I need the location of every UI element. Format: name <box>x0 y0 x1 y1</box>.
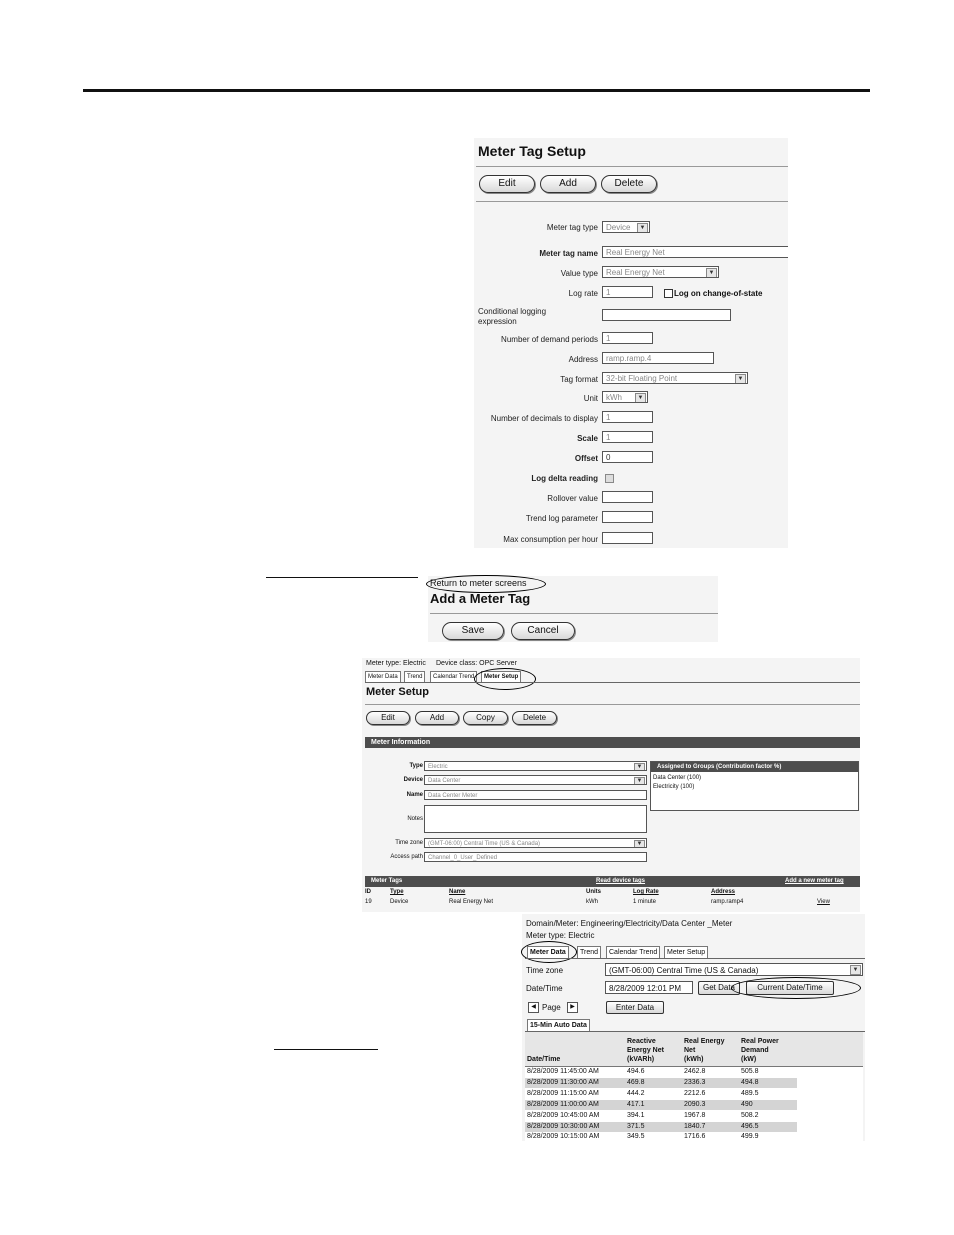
type-value: Electric <box>428 764 448 770</box>
value-type-value: Real Energy Net <box>606 268 665 277</box>
time-zone-select[interactable] <box>424 838 647 848</box>
log-on-change-checkbox[interactable] <box>664 289 673 298</box>
conditional-logging-input[interactable] <box>602 309 731 321</box>
meter-type-text: Meter type: Electric <box>526 931 595 940</box>
scale-label: Scale <box>577 434 598 443</box>
value-type-label: Value type <box>560 269 598 278</box>
time-zone-label: Time zone <box>395 840 423 846</box>
delete-button[interactable]: Delete <box>601 175 657 193</box>
cell-reactive: 444.2 <box>627 1090 645 1097</box>
cell-real-power: 496.5 <box>741 1123 759 1130</box>
cell-address: ramp.ramp4 <box>711 899 744 905</box>
type-select[interactable] <box>424 761 647 771</box>
cell-real-energy: 2212.6 <box>684 1090 706 1097</box>
address-input[interactable] <box>602 352 714 364</box>
rollover-label: Rollover value <box>547 494 598 503</box>
col-units: Units <box>586 889 601 895</box>
col-reactive-energy <box>627 1037 664 1064</box>
device-select[interactable] <box>424 775 647 785</box>
add-button[interactable]: Add <box>540 175 596 193</box>
device-label: Device <box>403 777 423 783</box>
conditional-logging-label-line2: expression <box>478 317 517 326</box>
col-real-power-line: Real Power <box>741 1038 779 1045</box>
get-data-button[interactable]: Get Data <box>698 981 740 995</box>
cell-type: Device <box>390 899 409 905</box>
cell-date: 8/28/2009 11:00:00 AM <box>527 1101 599 1108</box>
breadcrumb: Domain/Meter: Engineering/Electricity/Data Center _Meter <box>526 919 733 928</box>
cell-date: 8/28/2009 11:45:00 AM <box>527 1068 599 1075</box>
cell-reactive: 394.1 <box>627 1112 645 1119</box>
offset-input[interactable] <box>602 451 653 463</box>
callout-line <box>266 577 418 578</box>
cell-real-power: 508.2 <box>741 1112 759 1119</box>
col-reactive-line: (kVARh) <box>627 1056 655 1063</box>
table-row <box>525 1089 797 1099</box>
cell-real-energy: 2090.3 <box>684 1101 706 1108</box>
cell-date: 8/28/2009 11:15:00 AM <box>527 1090 599 1097</box>
meter-tag-type-value: Device <box>606 223 631 232</box>
return-to-meter-screens-link[interactable]: Return to meter screens <box>430 578 527 588</box>
date-time-input[interactable] <box>605 981 693 994</box>
col-address[interactable]: Address <box>711 889 736 895</box>
chevron-down-icon: ▼ <box>634 763 645 771</box>
max-consumption-input[interactable] <box>602 532 653 544</box>
meter-tag-name-label: Meter tag name <box>539 249 598 258</box>
cell-date: 8/28/2009 10:15:00 AM <box>527 1133 600 1140</box>
tab-meter-setup[interactable]: Meter Setup <box>481 671 521 683</box>
group-item: Data Center (100) <box>653 775 702 781</box>
page-title: Meter Tag Setup <box>478 143 586 159</box>
device-value: Data Center <box>428 778 461 784</box>
tag-format-label: Tag format <box>560 375 598 384</box>
decimals-value: 1 <box>606 413 611 422</box>
col-real-energy <box>684 1037 724 1064</box>
groups-box <box>650 761 859 811</box>
meter-tag-name-value: Real Energy Net <box>606 248 665 257</box>
highlight-oval <box>474 668 536 690</box>
add-button[interactable]: Add <box>415 711 459 725</box>
cell-real-energy: 1716.6 <box>684 1133 706 1140</box>
meter-tag-name-input[interactable] <box>602 246 788 258</box>
rollover-input[interactable] <box>602 491 653 503</box>
add-meter-tag-panel <box>428 576 718 642</box>
max-consumption-label: Max consumption per hour <box>503 535 598 544</box>
cell-reactive: 469.8 <box>627 1079 645 1086</box>
demand-periods-label: Number of demand periods <box>501 335 598 344</box>
value-type-select[interactable] <box>602 266 719 278</box>
divider <box>365 682 860 683</box>
add-meter-tag-title: Add a Meter Tag <box>430 591 531 606</box>
divider <box>476 166 788 167</box>
cell-real-power: 499.9 <box>741 1133 759 1140</box>
table-row <box>525 1078 797 1088</box>
highlight-oval <box>731 977 861 999</box>
save-button[interactable]: Save <box>442 622 504 640</box>
date-time-label: Date/Time <box>526 984 563 993</box>
log-rate-input[interactable] <box>602 286 653 298</box>
col-real-energy-line: (kWh) <box>684 1056 704 1063</box>
scale-value: 1 <box>606 433 611 442</box>
log-delta-label: Log delta reading <box>531 474 598 483</box>
cell-real-power: 490 <box>741 1101 753 1108</box>
meter-setup-panel <box>362 658 860 912</box>
cell-real-power: 505.8 <box>741 1068 759 1075</box>
delete-button[interactable]: Delete <box>512 711 557 725</box>
meter-tag-setup-panel <box>474 138 788 548</box>
col-real-power <box>741 1037 779 1064</box>
notes-textarea[interactable] <box>424 805 647 833</box>
chevron-down-icon: ▼ <box>634 777 645 785</box>
log-on-change-label: Log on change-of-state <box>674 289 763 298</box>
edit-button[interactable]: Edit <box>479 175 535 193</box>
enter-data-button[interactable]: Enter Data <box>606 1001 664 1014</box>
type-label: Type <box>409 763 423 769</box>
meter-setup-title: Meter Setup <box>366 686 429 698</box>
divider <box>525 958 865 959</box>
device-class-text: Device class: OPC Server <box>436 660 517 667</box>
chevron-down-icon: ▼ <box>634 840 645 848</box>
tab-meter-setup[interactable]: Meter Setup <box>664 946 708 959</box>
cell-id: 19 <box>365 899 372 905</box>
unit-value: kWh <box>606 393 622 402</box>
tag-format-select[interactable] <box>602 372 748 384</box>
callout-line <box>274 1049 378 1050</box>
decimals-label: Number of decimals to display <box>490 414 598 423</box>
tab-trend[interactable]: Trend <box>577 946 601 959</box>
view-link[interactable]: View <box>817 899 830 905</box>
scale-input[interactable] <box>602 431 653 443</box>
copy-button[interactable]: Copy <box>463 711 508 725</box>
page-label: Page <box>542 1003 561 1012</box>
table-row <box>525 1100 797 1110</box>
divider <box>430 613 718 614</box>
demand-periods-value: 1 <box>606 334 611 343</box>
tab-15-min-auto-data[interactable]: 15-Min Auto Data <box>527 1019 590 1032</box>
table-row <box>525 1111 797 1121</box>
highlight-oval <box>521 941 577 963</box>
page-header-rule <box>83 89 870 92</box>
offset-label: Offset <box>574 454 598 463</box>
meter-type-text: Meter type: Electric <box>366 660 426 667</box>
cell-reactive: 349.5 <box>627 1133 645 1140</box>
tab-calendar-trend[interactable]: Calendar Trend <box>606 946 660 959</box>
col-real-energy-line: Net <box>684 1047 696 1054</box>
cancel-button[interactable]: Cancel <box>511 622 575 640</box>
col-type[interactable]: Type <box>390 889 404 895</box>
cell-units: kWh <box>586 899 598 905</box>
table-row <box>525 1122 797 1132</box>
conditional-logging-label-line1: Conditional logging <box>478 307 547 316</box>
col-real-energy-line: Real Energy <box>684 1038 725 1045</box>
table-row <box>525 1067 797 1077</box>
cell-real-energy: 1840.7 <box>684 1123 706 1130</box>
cell-date: 8/28/2009 10:45:00 AM <box>527 1112 600 1119</box>
tab-meter-data[interactable]: Meter Data <box>527 946 569 959</box>
access-path-value: Channel_0_User_Defined <box>428 855 498 861</box>
unit-label: Unit <box>583 394 598 403</box>
col-date-time: Date/Time <box>527 1056 561 1063</box>
trend-log-label: Trend log parameter <box>525 514 598 523</box>
page-prev-button[interactable]: ◀ <box>528 1002 539 1013</box>
cell-reactive: 371.5 <box>627 1123 645 1130</box>
chevron-down-icon: ▼ <box>850 965 861 975</box>
add-new-meter-tag-link[interactable]: Add a new meter tag <box>785 878 844 884</box>
name-value: Data Center Meter <box>428 793 478 799</box>
meter-data-panel <box>522 914 865 1141</box>
cell-reactive: 417.1 <box>627 1101 645 1108</box>
tab-meter-data[interactable]: Meter Data <box>365 671 401 683</box>
groups-header: Assigned to Groups (Contribution factor %) <box>651 762 858 772</box>
decimals-input[interactable] <box>602 411 653 423</box>
cell-real-power: 494.8 <box>741 1079 759 1086</box>
cell-name: Real Energy Net <box>449 899 494 905</box>
tab-calendar-trend[interactable]: Calendar Trend <box>430 671 477 683</box>
access-path-label: Access path <box>390 854 423 860</box>
access-path-input[interactable] <box>424 852 647 862</box>
current-date-time-button[interactable]: Current Date/Time <box>746 981 834 995</box>
col-id: ID <box>365 889 371 895</box>
edit-button[interactable]: Edit <box>366 711 410 725</box>
col-reactive-line: Reactive <box>627 1038 656 1045</box>
cell-real-energy: 1967.8 <box>684 1112 706 1119</box>
time-zone-select[interactable] <box>605 963 863 976</box>
col-reactive-line: Energy Net <box>627 1047 664 1054</box>
time-zone-label: Time zone <box>526 966 564 975</box>
name-input[interactable] <box>424 790 647 800</box>
time-zone-value: (GMT-06:00) Central Time (US & Canada) <box>609 966 759 975</box>
cell-log-rate: 1 minute <box>633 899 657 905</box>
cell-real-energy: 2336.3 <box>684 1079 706 1086</box>
cell-date: 8/28/2009 11:30:00 AM <box>527 1079 599 1086</box>
meter-tags-label: Meter Tags <box>371 878 403 884</box>
group-item: Electricity (100) <box>653 784 695 790</box>
tab-trend[interactable]: Trend <box>404 671 425 683</box>
log-rate-label: Log rate <box>568 289 598 298</box>
log-delta-checkbox[interactable] <box>605 474 614 483</box>
col-real-power-line: (kW) <box>741 1056 757 1063</box>
name-label: Name <box>406 792 423 798</box>
cell-real-energy: 2462.8 <box>684 1068 706 1075</box>
chevron-down-icon: ▼ <box>635 393 646 403</box>
col-real-power-line: Demand <box>741 1047 769 1054</box>
trend-log-input[interactable] <box>602 511 653 523</box>
cell-reactive: 494.6 <box>627 1068 645 1075</box>
cell-date: 8/28/2009 10:30:00 AM <box>527 1123 600 1130</box>
notes-label: Notes <box>407 816 423 822</box>
data-table <box>525 1032 863 1141</box>
page-next-button[interactable]: ▶ <box>567 1002 578 1013</box>
tag-format-value: 32-bit Floating Point <box>606 374 678 383</box>
cell-real-power: 489.5 <box>741 1090 759 1097</box>
meter-information-bar: Meter Information <box>365 737 860 748</box>
read-device-tags-link[interactable]: Read device tags <box>596 878 646 884</box>
meter-tag-type-select[interactable] <box>602 221 650 233</box>
col-name[interactable]: Name <box>449 889 466 895</box>
address-label: Address <box>568 355 598 364</box>
meter-tag-type-label: Meter tag type <box>546 223 598 232</box>
conditional-logging-label <box>478 307 546 327</box>
unit-select[interactable] <box>602 391 648 403</box>
address-value: ramp.ramp.4 <box>606 354 652 363</box>
divider <box>365 704 860 705</box>
table-row <box>525 1132 797 1142</box>
demand-periods-input[interactable] <box>602 332 653 344</box>
offset-value: 0 <box>606 453 611 462</box>
chevron-down-icon: ▼ <box>706 268 717 278</box>
date-time-value: 8/28/2009 12:01 PM <box>609 984 682 993</box>
chevron-down-icon: ▼ <box>735 374 746 384</box>
log-rate-value: 1 <box>606 288 611 297</box>
chevron-down-icon: ▼ <box>637 223 648 233</box>
col-log-rate[interactable]: Log Rate <box>633 889 659 895</box>
divider <box>476 201 788 202</box>
time-zone-value: (GMT-06:00) Central Time (US & Canada) <box>428 841 541 847</box>
